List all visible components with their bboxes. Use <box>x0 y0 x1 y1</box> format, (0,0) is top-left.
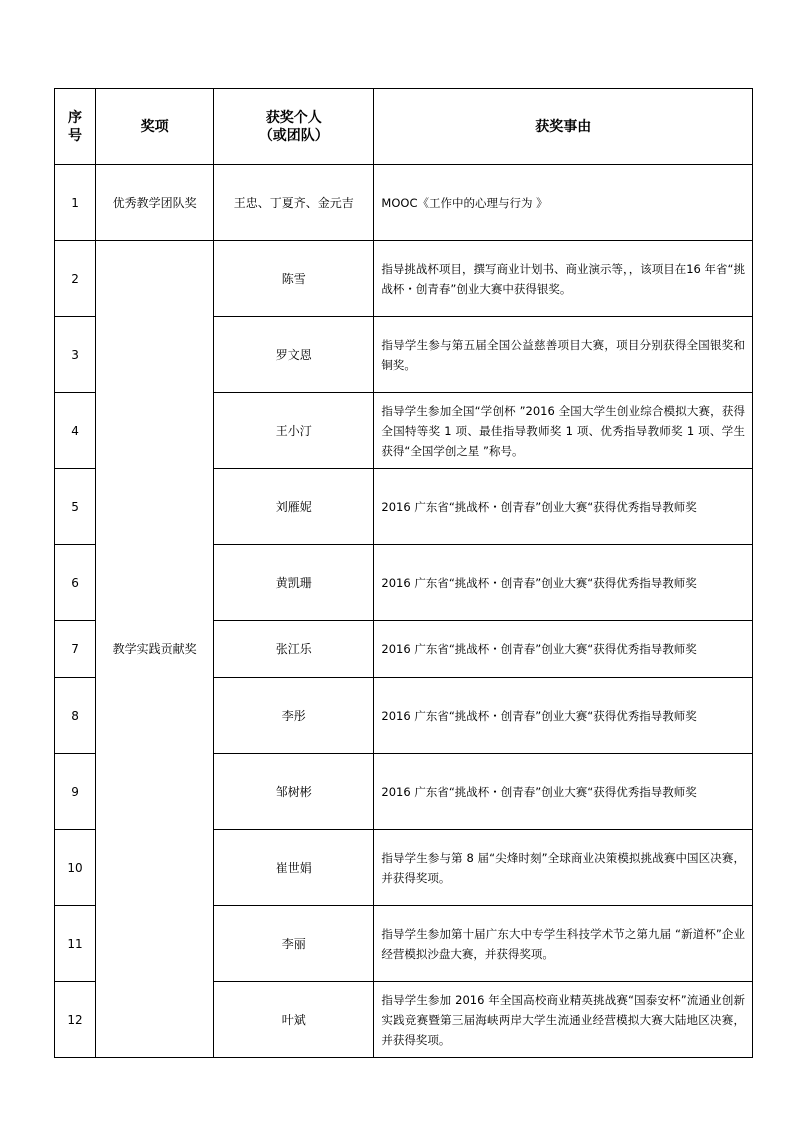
header-no <box>55 89 96 165</box>
reason-cell: 指导学生参与第 8 届“尖烽时刻”全球商业决策模拟挑战赛中国区决赛，并获得奖项。 <box>374 830 753 906</box>
reason-cell: 2016 广东省“挑战杯・创青春”创业大赛“获得优秀指导教师奖 <box>374 754 753 830</box>
person-cell: 刘雁妮 <box>214 469 374 545</box>
row-number: 9 <box>55 754 96 830</box>
person-cell: 李彤 <box>214 678 374 754</box>
reason-cell: MOOC《工作中的心理与行为 》 <box>374 165 753 241</box>
row-number: 2 <box>55 241 96 317</box>
person-cell: 叶斌 <box>214 982 374 1058</box>
reason-cell: 2016 广东省“挑战杯・创青春”创业大赛“获得优秀指导教师奖 <box>374 621 753 678</box>
reason-cell: 2016 广东省“挑战杯・创青春”创业大赛“获得优秀指导教师奖 <box>374 545 753 621</box>
reason-cell: 指导学生参加第十届广东大中专学生科技学术节之第九届 “新道杯”企业经营模拟沙盘大赛，并获得奖项。 <box>374 906 753 982</box>
award-table <box>54 88 753 1058</box>
person-cell: 王小汀 <box>214 393 374 469</box>
header-person-line2: （或团队） <box>258 127 329 144</box>
row-number: 12 <box>55 982 96 1058</box>
reason-cell: 指导学生参加全国“学创杯 ”2016 全国大学生创业综合模拟大赛，获得全国特等奖 1 项、最佳指导教师奖 1 项、优秀指导教师奖 1 项、学生获得“全国学创之星 ”称号。 <box>374 393 753 469</box>
person-cell: 黄凯珊 <box>214 545 374 621</box>
reason-cell: 指导学生参与第五届全国公益慈善项目大赛，项目分别获得全国银奖和铜奖。 <box>374 317 753 393</box>
row-number: 1 <box>55 165 96 241</box>
header-reason: 获奖事由 <box>374 89 753 165</box>
header-no-line2: 号 <box>68 127 83 144</box>
header-award: 奖项 <box>96 89 214 165</box>
header-no-line1: 序 <box>68 109 83 126</box>
row-number: 7 <box>55 621 96 678</box>
row-number: 10 <box>55 830 96 906</box>
person-cell: 罗文恩 <box>214 317 374 393</box>
award-cell-practice: 教学实践贡献奖 <box>96 241 214 1058</box>
row-number: 11 <box>55 906 96 982</box>
table-row <box>55 165 753 241</box>
row-number: 4 <box>55 393 96 469</box>
reason-cell: 指导挑战杯项目，撰写商业计划书、商业演示等，，该项目在16 年省“挑战杯・创青春”创业大赛中获得银奖。 <box>374 241 753 317</box>
person-cell: 崔世娟 <box>214 830 374 906</box>
reason-cell: 2016 广东省“挑战杯・创青春”创业大赛“获得优秀指导教师奖 <box>374 678 753 754</box>
row-number: 8 <box>55 678 96 754</box>
person-cell: 王忠、丁夏齐、金元吉 <box>214 165 374 241</box>
person-cell: 张江乐 <box>214 621 374 678</box>
header-person <box>214 89 374 165</box>
row-number: 3 <box>55 317 96 393</box>
reason-cell: 2016 广东省“挑战杯・创青春”创业大赛“获得优秀指导教师奖 <box>374 469 753 545</box>
row-number: 6 <box>55 545 96 621</box>
table-row <box>55 241 753 317</box>
row-number: 5 <box>55 469 96 545</box>
award-cell-team: 优秀教学团队奖 <box>96 165 214 241</box>
reason-cell: 指导学生参加 2016 年全国高校商业精英挑战赛“国泰安杯”流通业创新实践竞赛暨第三届海峡两岸大学生流通业经营模拟大赛大陆地区决赛，并获得奖项。 <box>374 982 753 1058</box>
person-cell: 李丽 <box>214 906 374 982</box>
person-cell: 邹树彬 <box>214 754 374 830</box>
header-row <box>55 89 753 165</box>
header-person-line1: 获奖个人 <box>265 109 322 126</box>
person-cell: 陈雪 <box>214 241 374 317</box>
